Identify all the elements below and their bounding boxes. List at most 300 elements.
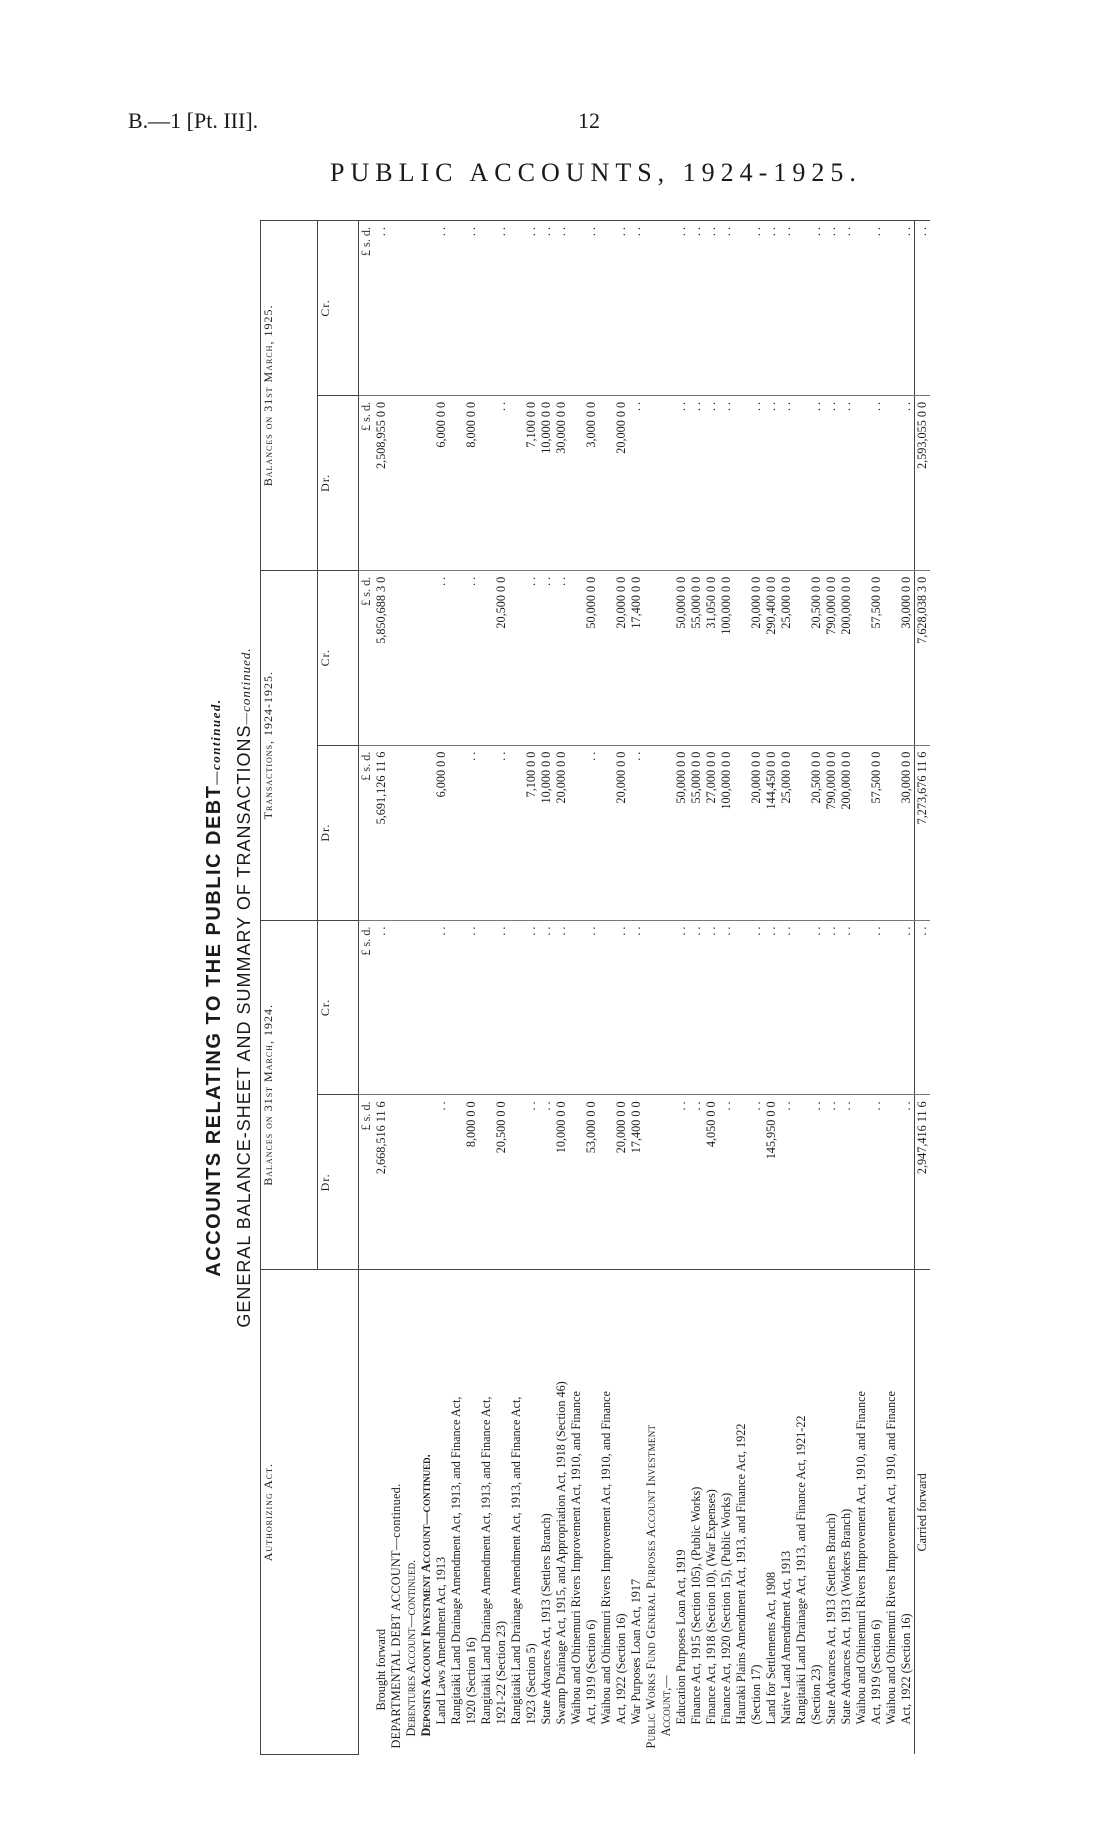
table-row [494, 221, 509, 1755]
amount-cell [389, 395, 404, 570]
amount-cell [419, 570, 434, 745]
authorizing-act-cell: 1923 (Section 5) [524, 1270, 539, 1755]
table-row [374, 221, 389, 1755]
table-caption-sub: GENERAL BALANCE-SHEET AND SUMMARY OF TRANSACTIONS—continued. [234, 647, 254, 1328]
table-row [689, 221, 704, 1755]
authorizing-act-cell: Finance Act, 1918 (Section 10), (War Expenses) [704, 1270, 719, 1755]
amount-cell: 200,000 0 0 [839, 745, 854, 920]
amount-cell: 10,000 0 0 [539, 745, 554, 920]
units-label: £ s. d. [359, 221, 375, 396]
table-row [659, 221, 674, 1755]
table-row [704, 221, 719, 1755]
table-row [869, 221, 884, 1755]
authorizing-act-cell: Public Works Fund General Purposes Account Investment [644, 1270, 659, 1755]
amount-cell [449, 745, 464, 920]
amount-cell: 20,000 0 0 [749, 745, 764, 920]
amount-cell [509, 920, 524, 1095]
amount-cell: . . [839, 221, 854, 396]
amount-cell: 20,000 0 0 [614, 395, 629, 570]
amount-cell: . . [704, 221, 719, 396]
amount-cell: 20,500 0 0 [494, 570, 509, 745]
amount-cell [644, 221, 659, 396]
amount-cell [449, 570, 464, 745]
table-row [404, 221, 419, 1755]
amount-cell [449, 1095, 464, 1270]
amount-cell [794, 221, 809, 396]
amount-cell: . . [554, 221, 569, 396]
amount-cell [404, 221, 419, 396]
amount-cell: . . [915, 920, 931, 1095]
amount-cell [854, 570, 869, 745]
amount-cell [884, 221, 899, 396]
amount-cell [794, 1095, 809, 1270]
authorizing-act-cell: Rangitaiki Land Drainage Act, 1913, and Finance Act, 1921-22 [794, 1270, 809, 1755]
authorizing-act-cell: (Section 17) [749, 1270, 764, 1755]
amount-cell [449, 920, 464, 1095]
authorizing-act-cell: Act, 1919 (Section 6) [869, 1270, 884, 1755]
col-dr: Dr. [318, 745, 359, 920]
table-row [554, 221, 569, 1755]
amount-cell [404, 920, 419, 1095]
amount-cell: . . [494, 395, 509, 570]
col-group-balances-1924: Balances on 31st March, 1924. [261, 920, 318, 1270]
amount-cell [599, 221, 614, 396]
table-row [719, 221, 734, 1755]
authorizing-act-cell: Account,— [659, 1270, 674, 1755]
amount-cell: 25,000 0 0 [779, 745, 794, 920]
amount-cell [644, 745, 659, 920]
amount-cell: . . [374, 920, 389, 1095]
table-row [629, 221, 644, 1755]
amount-cell [569, 920, 584, 1095]
amount-cell: . . [674, 1095, 689, 1270]
amount-cell: 30,000 0 0 [554, 395, 569, 570]
amount-cell [419, 1095, 434, 1270]
table-row [749, 221, 764, 1755]
units-label: £ s. d. [359, 395, 375, 570]
amount-cell: . . [434, 920, 449, 1095]
amount-cell: . . [824, 1095, 839, 1270]
amount-cell [734, 221, 749, 396]
table-row [764, 221, 779, 1755]
amount-cell [599, 570, 614, 745]
amount-cell [884, 745, 899, 920]
amount-cell: 20,500 0 0 [494, 1095, 509, 1270]
amount-cell: . . [704, 395, 719, 570]
amount-cell [389, 221, 404, 396]
amount-cell: . . [464, 920, 479, 1095]
amount-cell: . . [764, 920, 779, 1095]
amount-cell: 100,000 0 0 [719, 570, 734, 745]
authorizing-act-cell: Act, 1922 (Section 16) [899, 1270, 915, 1755]
amount-cell [569, 1095, 584, 1270]
amount-cell: 20,000 0 0 [554, 745, 569, 920]
amount-cell: . . [809, 920, 824, 1095]
amount-cell [419, 395, 434, 570]
amount-cell: . . [524, 570, 539, 745]
table-row [464, 221, 479, 1755]
amount-cell: . . [464, 221, 479, 396]
amount-cell [389, 920, 404, 1095]
amount-cell [734, 745, 749, 920]
amount-cell: . . [494, 920, 509, 1095]
amount-cell: . . [614, 221, 629, 396]
amount-cell: 5,691,126 11 6 [374, 745, 389, 920]
amount-cell: 100,000 0 0 [719, 745, 734, 920]
table-row [569, 221, 584, 1755]
amount-cell: . . [539, 221, 554, 396]
authorizing-act-cell: Waihou and Ohinemuri Rivers Improvement Act, 1910, and Finance [854, 1270, 869, 1755]
amount-cell: . . [824, 395, 839, 570]
amount-cell: . . [899, 920, 915, 1095]
amount-cell: . . [434, 570, 449, 745]
amount-cell [659, 395, 674, 570]
amount-cell: . . [554, 570, 569, 745]
amount-cell: . . [584, 920, 599, 1095]
amount-cell [854, 1095, 869, 1270]
authorizing-act-cell: Brought forward [374, 1270, 389, 1755]
authorizing-act-cell: Native Land Amendment Act, 1913 [779, 1270, 794, 1755]
amount-cell [404, 1095, 419, 1270]
amount-cell: . . [809, 221, 824, 396]
amount-cell: . . [719, 221, 734, 396]
amount-cell: 6,000 0 0 [434, 395, 449, 570]
authorizing-act-cell: Rangitaiki Land Drainage Amendment Act, 1913, and Finance Act, [509, 1270, 524, 1755]
table-row [389, 221, 404, 1755]
page-number: 12 [578, 108, 600, 133]
amount-cell: . . [719, 395, 734, 570]
amount-cell: . . [674, 395, 689, 570]
amount-cell [509, 395, 524, 570]
carried-forward-row [915, 221, 931, 1755]
amount-cell: 27,000 0 0 [704, 745, 719, 920]
amount-cell: . . [674, 920, 689, 1095]
amount-cell: . . [749, 920, 764, 1095]
amount-cell [569, 395, 584, 570]
amount-cell: 53,000 0 0 [584, 1095, 599, 1270]
amount-cell: . . [524, 920, 539, 1095]
amount-cell: 790,000 0 0 [824, 745, 839, 920]
amount-cell: . . [779, 920, 794, 1095]
amount-cell: . . [629, 221, 644, 396]
amount-cell: . . [629, 395, 644, 570]
amount-cell: 4,050 0 0 [704, 1095, 719, 1270]
authorizing-act-cell: Education Purposes Loan Act, 1919 [674, 1270, 689, 1755]
amount-cell: . . [809, 395, 824, 570]
authorizing-act-cell: (Section 23) [809, 1270, 824, 1755]
authorizing-act-cell: Act, 1919 (Section 6) [584, 1270, 599, 1755]
amount-cell: . . [629, 920, 644, 1095]
amount-cell: . . [764, 395, 779, 570]
table-row [809, 221, 824, 1755]
amount-cell: . . [779, 395, 794, 570]
authorizing-act-cell: Carried forward [915, 1270, 931, 1755]
page-title: PUBLIC ACCOUNTS, 1924-1925. [330, 158, 862, 187]
col-dr: Dr. [318, 1095, 359, 1270]
amount-cell: . . [674, 221, 689, 396]
amount-cell: . . [869, 1095, 884, 1270]
amount-cell: . . [614, 920, 629, 1095]
amount-cell [389, 745, 404, 920]
amount-cell [794, 745, 809, 920]
amount-cell: 50,000 0 0 [584, 570, 599, 745]
amount-cell: . . [689, 1095, 704, 1270]
amount-cell: 3,000 0 0 [584, 395, 599, 570]
amount-cell [509, 221, 524, 396]
table-row [899, 221, 915, 1755]
amount-cell [479, 745, 494, 920]
table-row [524, 221, 539, 1755]
amount-cell [644, 920, 659, 1095]
amount-cell [419, 745, 434, 920]
amount-cell [644, 1095, 659, 1270]
amount-cell [659, 1095, 674, 1270]
col-cr: Cr. [318, 920, 359, 1095]
amount-cell [794, 920, 809, 1095]
amount-cell: 50,000 0 0 [674, 570, 689, 745]
amount-cell: . . [374, 221, 389, 396]
amount-cell: . . [554, 920, 569, 1095]
amount-cell [389, 570, 404, 745]
amount-cell [419, 920, 434, 1095]
authorizing-act-cell: Debentures Account—continued. [404, 1270, 419, 1755]
amount-cell [509, 745, 524, 920]
authorizing-act-cell: Land for Settlements Act, 1908 [764, 1270, 779, 1755]
amount-cell: 5,850,688 3 0 [374, 570, 389, 745]
table-body [359, 221, 931, 1755]
col-authorizing-act: Authorizing Act. [261, 1270, 359, 1755]
table-row [779, 221, 794, 1755]
authorizing-act-cell: Land Laws Amendment Act, 1913 [434, 1270, 449, 1755]
rotated-table-block [200, 220, 1050, 1755]
amount-cell: 57,500 0 0 [869, 745, 884, 920]
amount-cell: 55,000 0 0 [689, 745, 704, 920]
amount-cell: . . [689, 395, 704, 570]
table-row [479, 221, 494, 1755]
units-label: £ s. d. [359, 570, 375, 745]
amount-cell [854, 920, 869, 1095]
table-row [824, 221, 839, 1755]
amount-cell: 55,000 0 0 [689, 570, 704, 745]
amount-cell [794, 395, 809, 570]
amount-cell: 144,450 0 0 [764, 745, 779, 920]
table-row [599, 221, 614, 1755]
amount-cell: . . [824, 920, 839, 1095]
amount-cell [404, 745, 419, 920]
amount-cell [734, 920, 749, 1095]
amount-cell: . . [689, 221, 704, 396]
amount-cell [734, 1095, 749, 1270]
amount-cell: . . [494, 221, 509, 396]
amount-cell: . . [749, 1095, 764, 1270]
amount-cell: . . [869, 395, 884, 570]
amount-cell: 10,000 0 0 [539, 395, 554, 570]
table-row [419, 221, 434, 1755]
amount-cell: . . [584, 745, 599, 920]
table-row [734, 221, 749, 1755]
amount-cell [644, 570, 659, 745]
amount-cell [644, 395, 659, 570]
amount-cell: . . [915, 221, 931, 396]
amount-cell: . . [524, 1095, 539, 1270]
col-cr: Cr. [318, 221, 359, 396]
amount-cell [884, 395, 899, 570]
amount-cell: . . [899, 395, 915, 570]
amount-cell: . . [899, 1095, 915, 1270]
amount-cell: 10,000 0 0 [554, 1095, 569, 1270]
amount-cell [884, 920, 899, 1095]
authorizing-act-cell: State Advances Act, 1913 (Settlers Branch) [539, 1270, 554, 1755]
amount-cell: . . [434, 1095, 449, 1270]
amount-cell [854, 221, 869, 396]
authorizing-act-cell: State Advances Act, 1913 (Settlers Branch) [824, 1270, 839, 1755]
amount-cell: 145,950 0 0 [764, 1095, 779, 1270]
amount-cell [479, 1095, 494, 1270]
amount-cell: . . [524, 221, 539, 396]
amount-cell: . . [839, 1095, 854, 1270]
amount-cell [734, 395, 749, 570]
amount-cell: . . [494, 745, 509, 920]
amount-cell: . . [839, 395, 854, 570]
amount-cell [509, 1095, 524, 1270]
authorizing-act-cell: 1921-22 (Section 23) [494, 1270, 509, 1755]
amount-cell: 17,400 0 0 [629, 570, 644, 745]
amount-cell [734, 570, 749, 745]
amount-cell [599, 920, 614, 1095]
amount-cell [599, 745, 614, 920]
amount-cell [419, 221, 434, 396]
amount-cell [659, 221, 674, 396]
amount-cell: . . [779, 221, 794, 396]
table-row [584, 221, 599, 1755]
authorizing-act-cell: Hauraki Plains Amendment Act, 1913, and Finance Act, 1922 [734, 1270, 749, 1755]
amount-cell: 30,000 0 0 [899, 570, 915, 745]
amount-cell [599, 1095, 614, 1270]
amount-cell [884, 1095, 899, 1270]
amount-cell: . . [869, 221, 884, 396]
amount-cell [854, 395, 869, 570]
amount-cell: 2,508,955 0 0 [374, 395, 389, 570]
amount-cell: 2,668,516 11 6 [374, 1095, 389, 1270]
amount-cell: . . [869, 920, 884, 1095]
col-group-transactions: Transactions, 1924-1925. [261, 570, 318, 920]
amount-cell: 7,273,676 11 6 [915, 745, 931, 920]
amount-cell: 20,000 0 0 [614, 1095, 629, 1270]
table-row [614, 221, 629, 1755]
authorizing-act-cell: Waihou and Ohinemuri Rivers Improvement Act, 1910, and Finance [884, 1270, 899, 1755]
units-row [359, 221, 375, 1755]
col-group-balances-1925: Balances on 31st March, 1925. [261, 221, 318, 571]
amount-cell: . . [719, 1095, 734, 1270]
authorizing-act-cell: Rangitaiki Land Drainage Amendment Act, 1913, and Finance Act, [449, 1270, 464, 1755]
table-row [884, 221, 899, 1755]
amount-cell [479, 221, 494, 396]
amount-cell: 20,000 0 0 [614, 570, 629, 745]
authorizing-act-cell: State Advances Act, 1913 (Workers Branch) [839, 1270, 854, 1755]
amount-cell: 31,050 0 0 [704, 570, 719, 745]
amount-cell [569, 745, 584, 920]
amount-cell: . . [764, 221, 779, 396]
units-label: £ s. d. [359, 745, 375, 920]
amount-cell: 7,628,038 3 0 [915, 570, 931, 745]
units-label: £ s. d. [359, 1095, 375, 1270]
amount-cell [449, 395, 464, 570]
amount-cell [659, 920, 674, 1095]
amount-cell [794, 570, 809, 745]
authorizing-act-cell: War Purposes Loan Act, 1917 [629, 1270, 644, 1755]
amount-cell: . . [719, 920, 734, 1095]
amount-cell: . . [464, 570, 479, 745]
document-code: B.—1 [Pt. III]. [128, 108, 259, 133]
amount-cell: . . [434, 221, 449, 396]
units-label: £ s. d. [359, 920, 375, 1095]
amount-cell: . . [539, 920, 554, 1095]
amount-cell [479, 395, 494, 570]
table-row [449, 221, 464, 1755]
col-cr: Cr. [318, 570, 359, 745]
amount-cell: . . [809, 1095, 824, 1270]
amount-cell: 50,000 0 0 [674, 745, 689, 920]
amount-cell [449, 221, 464, 396]
authorizing-act-cell: Finance Act, 1920 (Section 15), (Public Works) [719, 1270, 734, 1755]
amount-cell [404, 570, 419, 745]
amount-cell [659, 745, 674, 920]
authorizing-act-cell: Act, 1922 (Section 16) [614, 1270, 629, 1755]
table-row [644, 221, 659, 1755]
authorizing-act-cell: Waihou and Ohinemuri Rivers Improvement Act, 1910, and Finance [599, 1270, 614, 1755]
amount-cell: . . [539, 570, 554, 745]
table-row [794, 221, 809, 1755]
amount-cell: . . [689, 920, 704, 1095]
amount-cell: . . [839, 920, 854, 1095]
amount-cell: . . [629, 745, 644, 920]
authorizing-act-cell: Swamp Drainage Act, 1915, and Appropriation Act, 1918 (Section 46) [554, 1270, 569, 1755]
authorizing-act-cell: Finance Act, 1915 (Section 105), (Public Works) [689, 1270, 704, 1755]
amount-cell: 7,100 0 0 [524, 395, 539, 570]
amount-cell: 20,500 0 0 [809, 745, 824, 920]
amount-cell: . . [749, 395, 764, 570]
amount-cell: . . [899, 221, 915, 396]
amount-cell [569, 570, 584, 745]
authorizing-act-cell: Deposits Account Investment Account—continued. [419, 1270, 434, 1755]
table-row [839, 221, 854, 1755]
amount-cell: 290,400 0 0 [764, 570, 779, 745]
amount-cell: 790,000 0 0 [824, 570, 839, 745]
table-row [434, 221, 449, 1755]
authorizing-act-cell: Waihou and Ohinemuri Rivers Improvement Act, 1910, and Finance [569, 1270, 584, 1755]
amount-cell: . . [464, 745, 479, 920]
authorizing-act-cell: Rangitaiki Land Drainage Amendment Act, 1913, and Finance Act, [479, 1270, 494, 1755]
amount-cell [479, 920, 494, 1095]
amount-cell: 7,100 0 0 [524, 745, 539, 920]
table-row [539, 221, 554, 1755]
amount-cell: 2,947,416 11 6 [915, 1095, 931, 1270]
table-row [509, 221, 524, 1755]
amount-cell: 20,500 0 0 [809, 570, 824, 745]
amount-cell: . . [749, 221, 764, 396]
amount-cell [659, 570, 674, 745]
amount-cell [569, 221, 584, 396]
amount-cell: 2,593,055 0 0 [915, 395, 931, 570]
balance-sheet-table [260, 220, 930, 1755]
amount-cell: 200,000 0 0 [839, 570, 854, 745]
amount-cell: . . [539, 1095, 554, 1270]
authorizing-act-cell: 1920 (Section 16) [464, 1270, 479, 1755]
table-row [854, 221, 869, 1755]
amount-cell [599, 395, 614, 570]
amount-cell: 17,400 0 0 [629, 1095, 644, 1270]
amount-cell [509, 570, 524, 745]
